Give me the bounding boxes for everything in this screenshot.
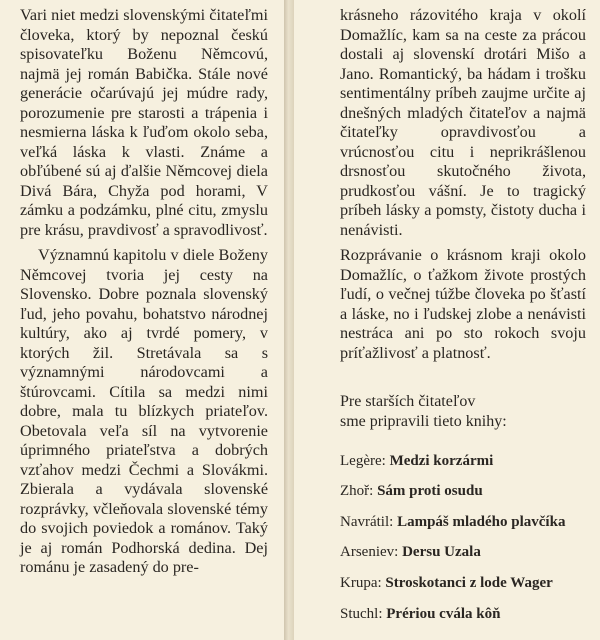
book-title: Dersu Uzala: [402, 544, 481, 560]
book-author: Arseniev:: [340, 544, 399, 560]
left-page: [0, 0, 284, 640]
book-title: Medzi korzármi: [389, 453, 494, 469]
book-entry: [340, 482, 483, 500]
right-text-column: [340, 6, 586, 363]
right-page: [294, 0, 600, 640]
books-heading-line-1: Pre starších čitateľov: [340, 393, 476, 410]
book-gutter: [284, 0, 294, 640]
book-author: Krupa:: [340, 575, 382, 591]
book-entry: [340, 452, 493, 470]
left-text-column: [20, 6, 268, 578]
book-title: Prériou cvála kôň: [386, 606, 501, 622]
book-author: Stuchl:: [340, 606, 383, 622]
book-title: Lampáš mladého plavčíka: [397, 514, 566, 530]
left-paragraph-2: Významnú kapitolu v diele Boženy Němcovej tvoria jej cesty na Slovensko. Dobre poznala slovenský ľud, jeho povahu, bohatstvo národnej kultúry, ako aj tvrdé pomery, v ktorých žil. Stretávala sa s významnými národovcami a štúrovcami. Cítila sa medzi nimi dobre, mala tu blízkych priateľov. Obetovala veľa síl na vytvorenie úprimného priateľstva a dobrých vzťahov medzi Čechmi a Slovákmi. Zbierala a vydávala slovenské rozprávky, včleňovala slovenské témy do svojich poviedok a románov. Taký je aj román Podhorská dedina. Dej románu je zasadený do pre-: [20, 246, 268, 576]
book-title: Sám proti osudu: [377, 483, 483, 499]
book-author: Zhoř:: [340, 483, 374, 499]
right-paragraph-1: krásneho rázovitého kraja v okolí Domažlíc, kam sa na ceste za prácou dostali aj slovenskí drotári Mišo a Jano. Romantický, ba hádam i trošku sentimentálny príbeh zaujme určite aj dnešných mladých čitateľov a najmä čitateľky opravdivosťou a vrúcnosťou citu i neprikrášlenou drsnosťou skutočného života, prudkosťou vášní. Je to tragický príbeh lásky a pomsty, čistoty ducha i nenávisti.: [340, 6, 586, 239]
books-heading: [340, 392, 560, 432]
books-heading-line-2: sme pripravili tieto knihy:: [340, 413, 507, 430]
book-entry: [340, 574, 553, 592]
left-paragraph-1: Vari niet medzi slovenskými čitateľmi človeka, ktorý by nepoznal českú spisovateľku Boženu Němcovú, najmä jej román Babička. Stále nové generácie očarúvajú jej múdre rady, porozumenie pre starosti a trápenia i nesmierna láska k ľuďom okolo seba, veľká láska k vlasti. Známe a obľúbené sú aj ďalšie Němcovej diela Divá Bára, Chyža pod horami, V zámku a podzámku, plné citu, zmyslu pre krásu, pravdivosť a spravodlivosť.: [20, 6, 268, 239]
book-author: Legère:: [340, 453, 386, 469]
right-paragraph-2: Rozprávanie o krásnom kraji okolo Domažlíc, o ťažkom živote prostých ľudí, o večnej túžbe človeka po šťastí a láske, no i ľudskej zlobe a nenávisti nestráca ani po sto rokoch svoju príťažlivosť a platnosť.: [340, 246, 586, 362]
book-entry: [340, 513, 565, 531]
book-author: Navrátil:: [340, 514, 394, 530]
book-entry: [340, 605, 500, 623]
book-entry: [340, 543, 481, 561]
book-title: Stroskotanci z lode Wager: [385, 575, 553, 591]
